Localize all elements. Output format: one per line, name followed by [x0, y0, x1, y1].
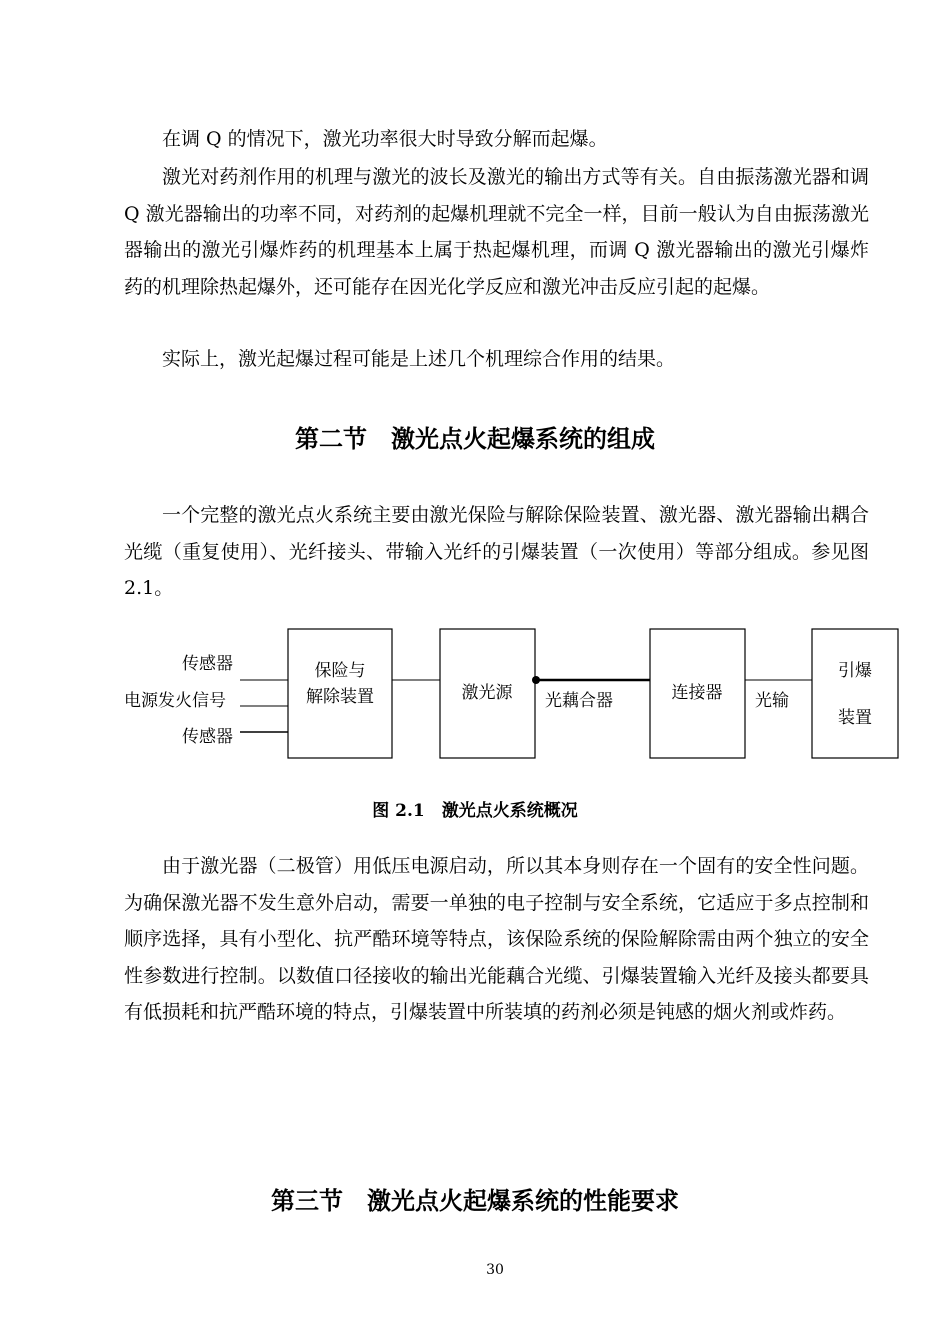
detonator-label-line2: 装置 — [838, 708, 872, 728]
detonator-label-line1: 引爆 — [838, 661, 872, 681]
section-heading-2: 第二节 激光点火起爆系统的组成 — [295, 425, 655, 453]
coupler-label: 光藕合器 — [545, 691, 613, 711]
laser-source-label: 激光源 — [461, 683, 513, 703]
safety-box-label-line1: 保险与 — [314, 661, 366, 681]
paragraph-4: 一个完整的激光点火系统主要由激光保险与解除保险装置、激光器、激光器输出耦合光缆（重复使用）、光纤接头、带输入光纤的引爆装置（一次使用）等部分组成。参见图 2.1。 — [124, 504, 869, 599]
paragraph-3: 实际上，激光起爆过程可能是上述几个机理综合作用的结果。 — [162, 348, 676, 370]
section-heading-3: 第三节 激光点火起爆系统的性能要求 — [271, 1187, 679, 1215]
paragraph-1: 在调 Q 的情况下，激光功率很大时导致分解而起爆。 — [162, 128, 608, 150]
figure-caption: 图 2.1 激光点火系统概况 — [372, 801, 578, 821]
input-label-power-signal: 电源发火信号 — [124, 691, 226, 711]
detonator-box — [812, 629, 898, 758]
paragraph-2: 激光对药剂作用的机理与激光的波长及激光的输出方式等有关。自由振荡激光器和调 Q 激光器输出的功率不同，对药剂的起爆机理就不完全一样，目前一般认为自由振荡激光器输出的激光引爆炸药的机理基本上属于热起爆机理，而调 Q 激光器输出的激光引爆炸药的机理除热起爆外，还可能存在因光化学反应和激光冲击反应引起的起爆。 — [124, 166, 869, 298]
safety-box-label-line2: 解除装置 — [306, 687, 374, 707]
input-label-sensor-bottom: 传感器 — [182, 727, 233, 747]
connector-label: 连接器 — [671, 683, 723, 703]
laser-ignition-diagram — [0, 610, 950, 775]
paragraph-5: 由于激光器（二极管）用低压电源启动，所以其本身则存在一个固有的安全性问题。为确保激光器不发生意外启动，需要一单独的电子控制与安全系统，它适应于多点控制和顺序选择，具有小型化、抗严酷环境等特点，该保险系统的保险解除需由两个独立的安全性参数进行控制。以数值口径接收的输出光能藕合光缆、引爆装置输入光纤及接头都要具有低损耗和抗严酷环境的特点，引爆装置中所装填的药剂必须是钝感的烟火剂或炸药。 — [124, 855, 869, 1023]
page-number: 30 — [486, 1262, 504, 1278]
fiber-label: 光输 — [755, 691, 789, 711]
input-label-sensor-top: 传感器 — [182, 654, 233, 674]
